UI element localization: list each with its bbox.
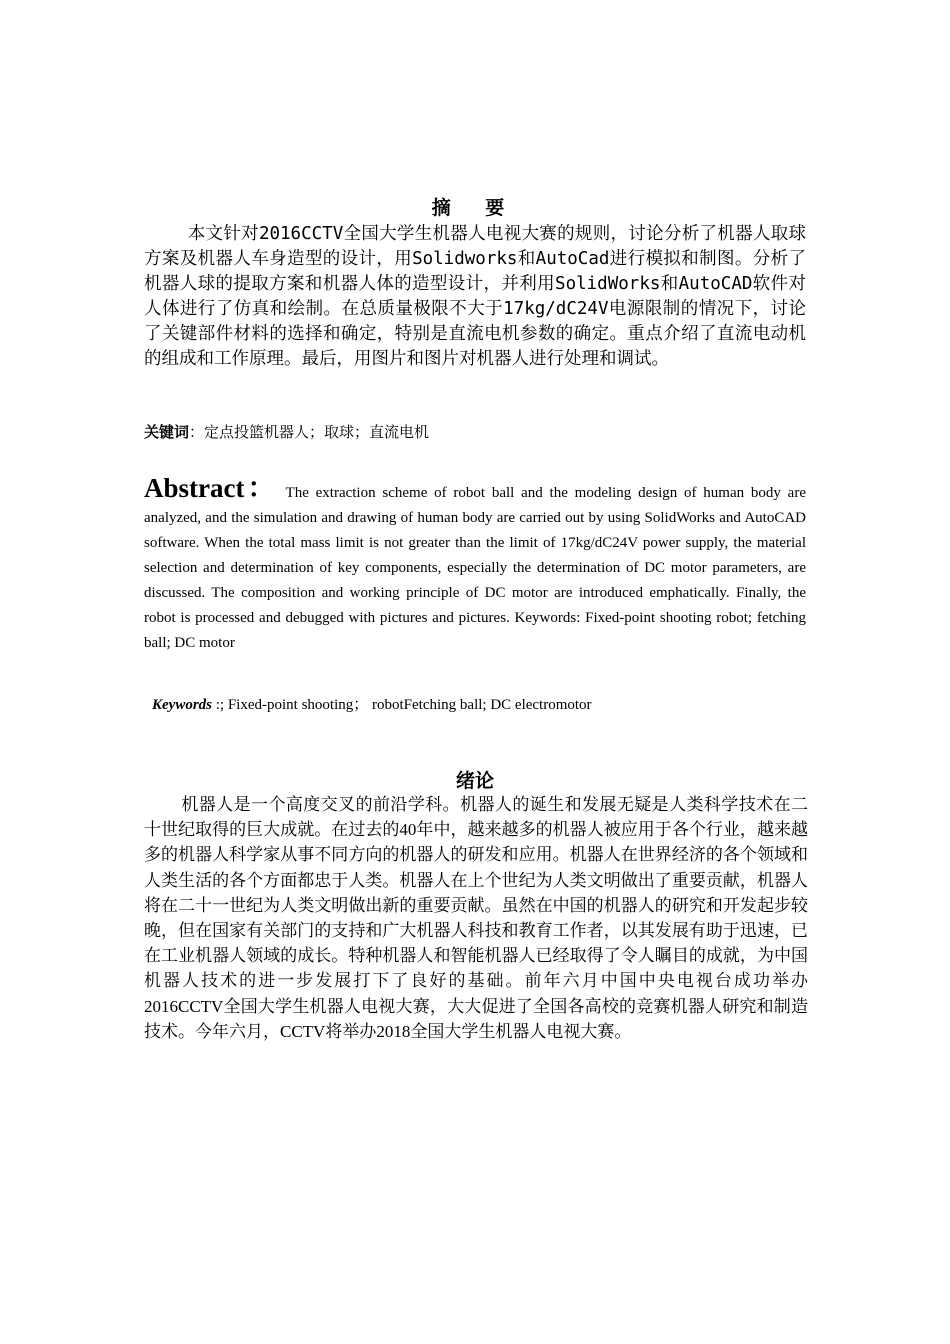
keywords-en-label: Keywords bbox=[152, 697, 212, 713]
abstract-title: 摘 要 bbox=[431, 197, 519, 219]
english-abstract bbox=[144, 473, 806, 656]
keywords-cn-label: 关键词 bbox=[144, 423, 190, 441]
keywords-en bbox=[152, 694, 806, 716]
introduction-title: 绪论 bbox=[455, 770, 494, 792]
introduction-body: 机器人是一个高度交叉的前沿学科。机器人的诞生和发展无疑是人类科学技术在二十世纪取得的巨大成就。在过去的40年中，越来越多的机器人被应用于各个行业，越来越多的机器人科学家从事不同方向的机器人的研发和应用。机器人在世界经济的各个领域和人类生活的各个方面都忠于人类。机器人在上个世纪为人类文明做出了重要贡献，机器人将在二十一世纪为人类文明做出新的重要贡献。虽然在中国的机器人的研究和开发起步较晚，但在国家有关部门的支持和广大机器人科技和教育工作者，以其发展有助于迅速，已在工业机器人领域的成长。特种机器人和智能机器人已经取得了令人瞩目的成就，为中国机器人技术的进一步发展打下了良好的基础。前年六月中国中央电视台成功举办2016CCTV全国大学生机器人电视大赛，大大促进了全国各高校的竞赛机器人研究和制造技术。今年六月，CCTV将举办2018全国大学生机器人电视大赛。 bbox=[144, 795, 808, 1041]
keywords-cn bbox=[144, 422, 806, 442]
english-abstract-heading: Abstract： bbox=[144, 473, 278, 503]
english-abstract-body: The extraction scheme of robot ball and the modeling design of human body are analyzed, and the simulation and drawing of human body are carried out by using SolidWorks and AutoCAD software. When the total mass limit is not greater than the limit of 17kg/dC24V power supply, the material selection and determination of key components, especially the determination of DC motor parameters, are discussed. The composition and working principle of DC motor are introduced emphatically. Finally, the robot is processed and debugged with pictures and pictures. Keywords: Fixed-point shooting robot; fetching ball; DC motor bbox=[144, 485, 806, 651]
abstract-body: 本文针对2016CCTV全国大学生机器人电视大赛的规则，讨论分析了机器人取球方案及机器人车身造型的设计，用Solidworks和AutoCad进行模拟和制图。分析了机器人球的提取方案和机器人体的造型设计，并利用SolidWorks和AutoCAD软件对人体进行了仿真和绘制。在总质量极限不大于17kg/dC24V电源限制的情况下，讨论了关键部件材料的选择和确定，特别是直流电机参数的确定。重点介绍了直流电动机的组成和工作原理。最后，用图片和图片对机器人进行处理和调试。 bbox=[144, 224, 806, 369]
keywords-en-text: :; Fixed-point shooting； robotFetching ball; DC electromotor bbox=[212, 697, 592, 713]
keywords-cn-text: ：定点投篮机器人；取球；直流电机 bbox=[189, 423, 430, 441]
